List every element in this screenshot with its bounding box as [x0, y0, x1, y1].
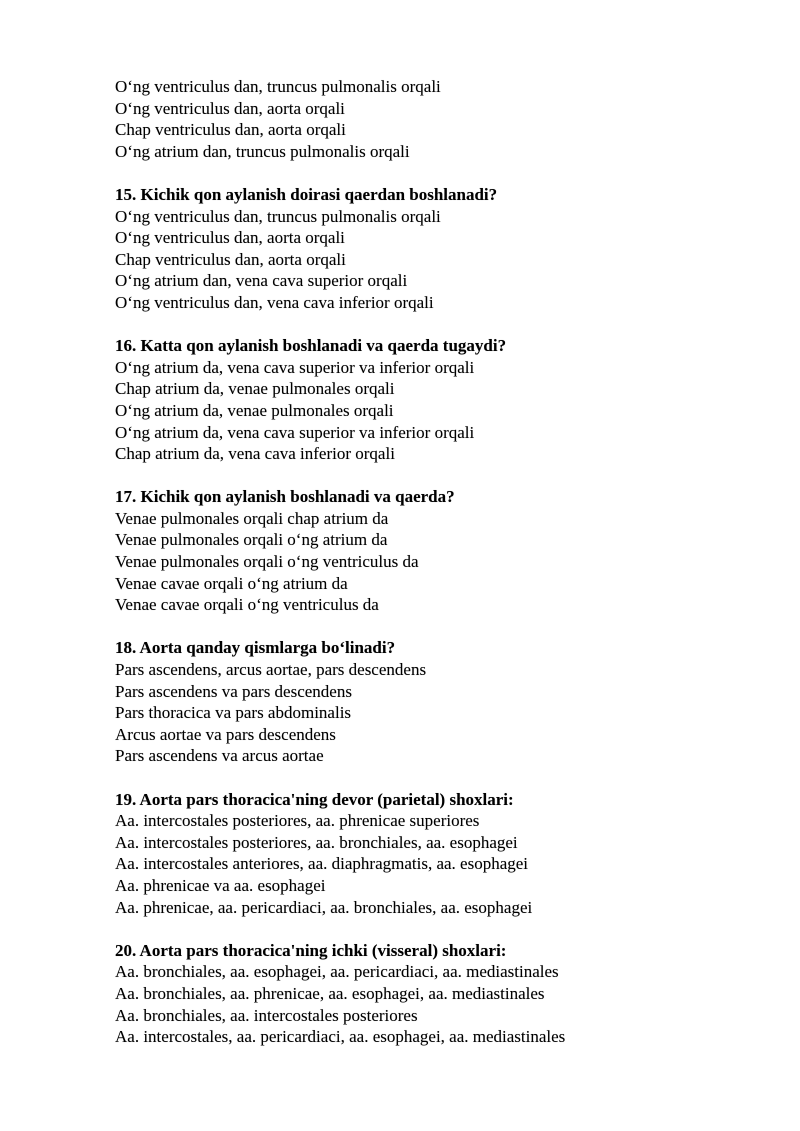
answer-option: Aa. bronchiales, aa. phrenicae, aa. esophagei, aa. mediastinales — [115, 983, 545, 1003]
answer-option: Venae pulmonales orqali chap atrium da — [115, 508, 389, 528]
question-block-19 — [115, 789, 775, 919]
question-title: 15. Kichik qon aylanish doirasi qaerdan boshlanadi? — [115, 184, 498, 204]
answer-option: O‘ng ventriculus dan, aorta orqali — [115, 228, 345, 248]
question-block-15 — [115, 184, 775, 314]
answer-option: Pars thoracica va pars abdominalis — [115, 703, 352, 723]
answer-option: O‘ng ventriculus dan, truncus pulmonalis orqali — [115, 206, 441, 226]
answer-option: Chap ventriculus dan, aorta orqali — [115, 249, 346, 269]
intro-option-list — [115, 76, 775, 162]
answer-option: Venae cavae orqali o‘ng atrium da — [115, 573, 348, 593]
answer-option: Aa. intercostales posteriores, aa. bronchiales, aa. esophagei — [115, 832, 518, 852]
answer-option: Pars ascendens va arcus aortae — [115, 746, 324, 766]
question-title: 19. Aorta pars thoracica'ning devor (parietal) shoxlari: — [115, 789, 514, 809]
answer-option: O‘ng ventriculus dan, aorta orqali — [115, 98, 345, 118]
answer-option: Aa. intercostales, aa. pericardiaci, aa. esophagei, aa. mediastinales — [115, 1027, 566, 1047]
question-title: 16. Katta qon aylanish boshlanadi va qaerda tugaydi? — [115, 336, 507, 356]
answer-option: Chap atrium da, vena cava inferior orqali — [115, 444, 395, 464]
answer-option: Pars ascendens va pars descendens — [115, 681, 352, 701]
question-block-20 — [115, 940, 775, 1048]
answer-option: O‘ng atrium dan, vena cava superior orqali — [115, 271, 408, 291]
question-title: 18. Aorta qanday qismlarga bo‘linadi? — [115, 638, 396, 658]
answer-option: Pars ascendens, arcus aortae, pars descendens — [115, 660, 427, 680]
answer-option: O‘ng atrium dan, truncus pulmonalis orqali — [115, 141, 410, 161]
question-block-16 — [115, 335, 775, 465]
answer-option: Chap ventriculus dan, aorta orqali — [115, 120, 346, 140]
answer-option: Venae cavae orqali o‘ng ventriculus da — [115, 595, 379, 615]
answer-option: O‘ng atrium da, venae pulmonales orqali — [115, 400, 394, 420]
question-title: 20. Aorta pars thoracica'ning ichki (visseral) shoxlari: — [115, 940, 507, 960]
answer-option: Aa. intercostales posteriores, aa. phrenicae superiores — [115, 811, 480, 831]
answer-option: O‘ng ventriculus dan, vena cava inferior orqali — [115, 292, 434, 312]
answer-option: Aa. bronchiales, aa. intercostales posteriores — [115, 1005, 418, 1025]
answer-option: O‘ng atrium da, vena cava superior va inferior orqali — [115, 357, 475, 377]
document-page — [115, 76, 775, 1048]
answer-option: Aa. intercostales anteriores, aa. diaphragmatis, aa. esophagei — [115, 854, 529, 874]
answer-option: Venae pulmonales orqali o‘ng atrium da — [115, 530, 388, 550]
answer-option: Aa. phrenicae, aa. pericardiaci, aa. bronchiales, aa. esophagei — [115, 897, 533, 917]
answer-option: Aa. bronchiales, aa. esophagei, aa. pericardiaci, aa. mediastinales — [115, 962, 559, 982]
answer-option: Venae pulmonales orqali o‘ng ventriculus da — [115, 552, 419, 572]
question-block-18 — [115, 637, 775, 767]
question-block-17 — [115, 486, 775, 616]
answer-option: Aa. phrenicae va aa. esophagei — [115, 875, 326, 895]
answer-option: O‘ng atrium da, vena cava superior va inferior orqali — [115, 422, 475, 442]
answer-option: Arcus aortae va pars descendens — [115, 724, 336, 744]
answer-option: Chap atrium da, venae pulmonales orqali — [115, 379, 395, 399]
answer-option: O‘ng ventriculus dan, truncus pulmonalis orqali — [115, 77, 441, 96]
question-title: 17. Kichik qon aylanish boshlanadi va qaerda? — [115, 487, 455, 507]
